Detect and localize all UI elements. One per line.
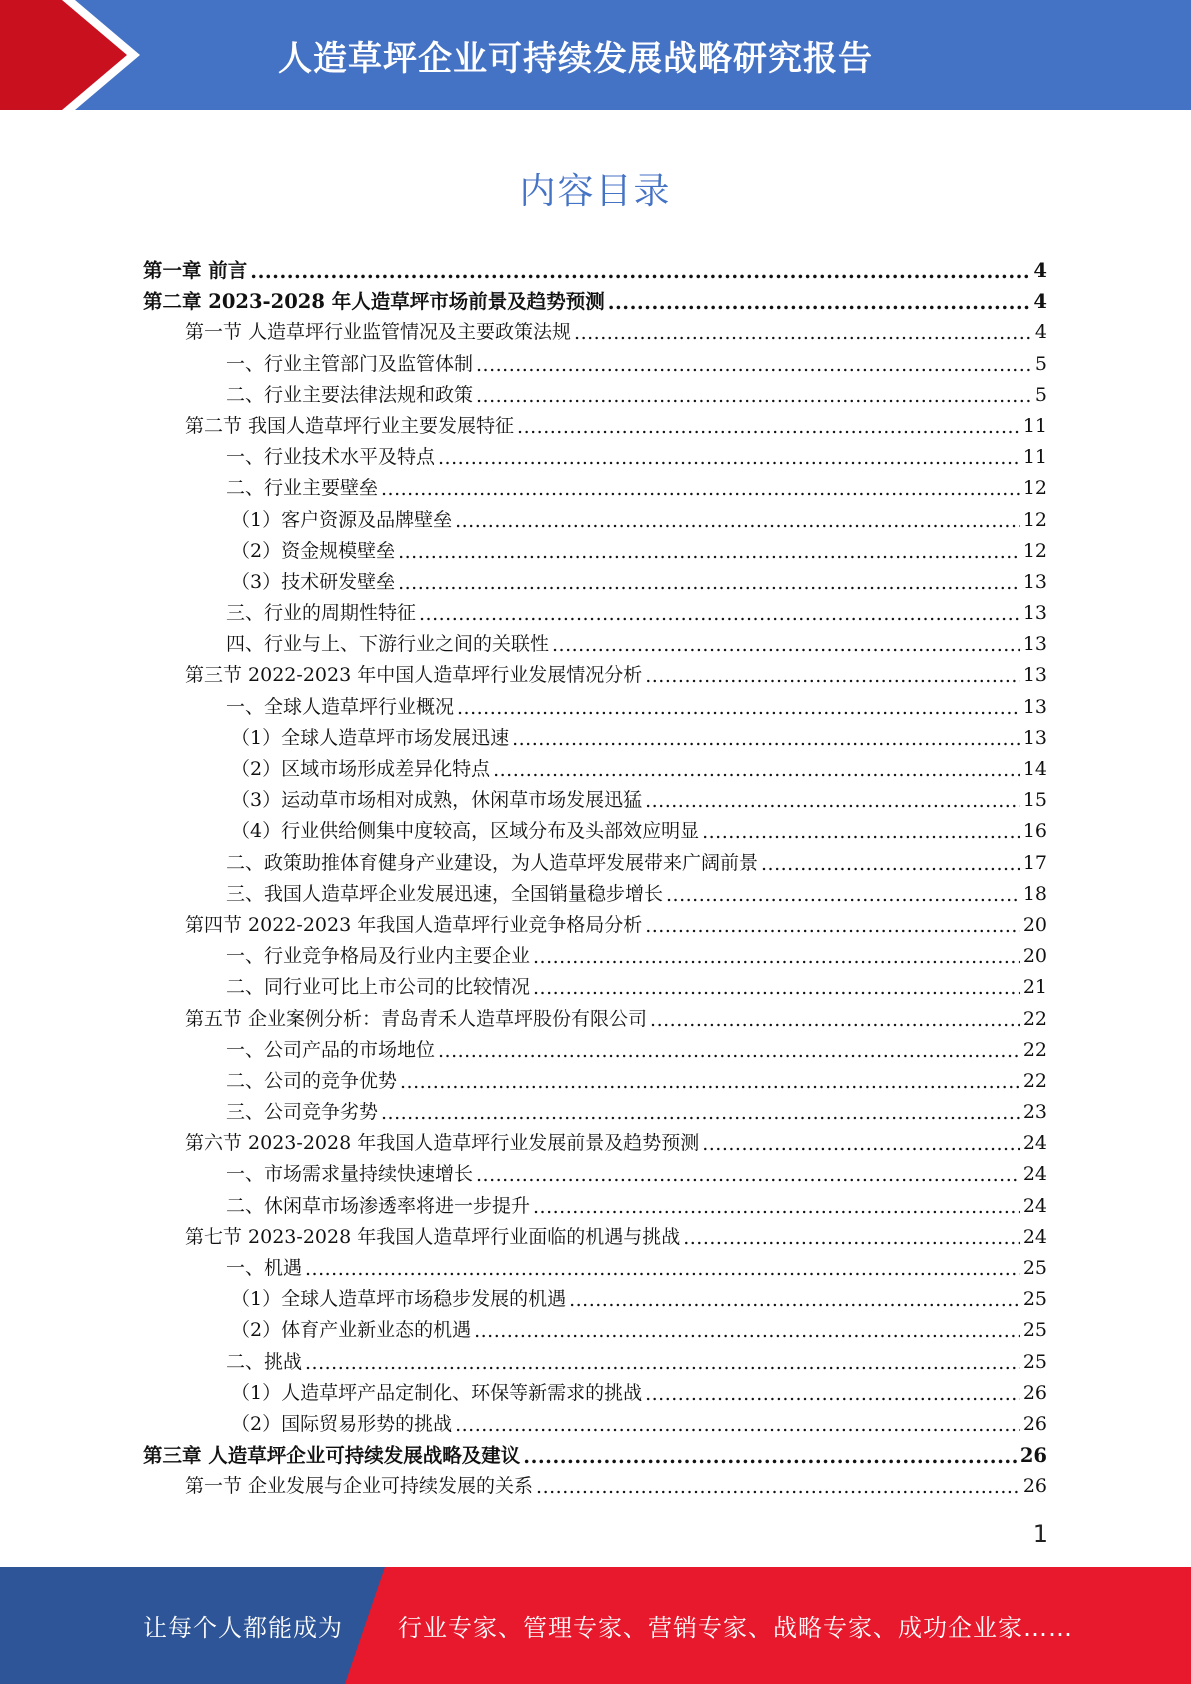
toc-dot-leader (523, 1441, 1017, 1472)
toc-entry[interactable] (143, 910, 1047, 941)
toc-entry[interactable] (143, 879, 1047, 910)
toc-entry-title: 一、行业主管部门及监管体制 (226, 352, 474, 375)
toc-entry-title: （3）技术研发壁垒 (231, 570, 396, 593)
toc-entry-page: 11 (1022, 446, 1047, 469)
toc-entry[interactable] (143, 598, 1047, 629)
toc-dot-leader (533, 942, 1020, 973)
toc-entry-title: 第四节 2022-2023 年我国人造草坪行业竞争格局分析 (185, 913, 643, 936)
toc-dot-leader (574, 318, 1032, 349)
toc-entry-page: 25 (1022, 1319, 1047, 1342)
toc-entry[interactable] (143, 1066, 1047, 1097)
toc-entry-page: 26 (1019, 1444, 1047, 1468)
toc-entry[interactable] (143, 692, 1047, 723)
footer-slogan-right: 行业专家、管理专家、营销专家、战略专家、成功企业家…… (398, 1614, 1073, 1642)
toc-entry-page: 11 (1022, 414, 1047, 437)
toc-entry[interactable] (143, 536, 1047, 567)
toc-entry-title: 第五节 企业案例分析：青岛青禾人造草坪股份有限公司 (185, 1007, 648, 1030)
toc-entry[interactable] (143, 816, 1047, 847)
toc-entry-title: 一、全球人造草坪行业概况 (226, 695, 455, 718)
toc-dot-leader (666, 880, 1020, 911)
toc-entry[interactable] (143, 1222, 1047, 1253)
toc-heading: 内容目录 (519, 171, 672, 212)
toc-entry-title: 二、公司的竞争优势 (226, 1069, 398, 1092)
toc-entry-page: 21 (1022, 976, 1047, 999)
toc-entry[interactable] (143, 1159, 1047, 1190)
toc-entry-title: （2）资金规模壁垒 (231, 539, 396, 562)
toc-dot-leader (476, 1160, 1020, 1191)
toc-entry[interactable] (143, 286, 1047, 317)
toc-entry-title: （1）全球人造草坪市场稳步发展的机遇 (231, 1288, 567, 1311)
toc-entry-page: 24 (1022, 1225, 1047, 1248)
toc-entry-page: 17 (1022, 851, 1047, 874)
toc-entry-page: 25 (1022, 1350, 1047, 1373)
toc-entry-page: 20 (1022, 945, 1047, 968)
toc-dot-leader (683, 1223, 1020, 1254)
toc-entry-title: （1）人造草坪产品定制化、环保等新需求的挑战 (231, 1381, 643, 1404)
toc-entry-page: 4 (1033, 290, 1047, 314)
toc-entry-title: 第七节 2023-2028 年我国人造草坪行业面临的机遇与挑战 (185, 1225, 681, 1248)
toc-entry-page: 25 (1022, 1288, 1047, 1311)
toc-entry-title: （2）区域市场形成差异化特点 (231, 758, 491, 780)
toc-dot-leader (438, 1036, 1020, 1067)
toc-entry-title: 三、行业的周期性特征 (226, 602, 417, 625)
toc-entry[interactable] (143, 1471, 1047, 1502)
toc-entry-title: 第一章 前言 (143, 259, 248, 282)
toc-entry[interactable] (143, 1284, 1047, 1315)
toc-dot-leader (381, 1098, 1020, 1129)
toc-dot-leader (381, 474, 1020, 505)
toc-dot-leader (533, 973, 1020, 1004)
toc-entry-page: 24 (1022, 1132, 1047, 1155)
toc-entry-title: 一、机遇 (226, 1257, 303, 1279)
toc-entry[interactable] (143, 1004, 1047, 1035)
toc-entry-page: 5 (1034, 352, 1047, 375)
toc-dot-leader (493, 755, 1020, 786)
toc-entry[interactable] (143, 411, 1047, 442)
toc-dot-leader (457, 693, 1020, 724)
toc-entry[interactable] (143, 349, 1047, 380)
toc-entry-page: 12 (1022, 477, 1047, 500)
toc-entry-title: （1）全球人造草坪市场发展迅速 (231, 726, 510, 749)
toc-entry[interactable] (143, 941, 1047, 972)
toc-entry[interactable] (143, 1097, 1047, 1128)
toc-dot-leader (398, 537, 1020, 568)
toc-entry[interactable] (143, 505, 1047, 536)
toc-entry-title: 第二节 我国人造草坪行业主要发展特征 (185, 414, 515, 437)
toc-entry[interactable] (143, 442, 1047, 473)
toc-entry-page: 23 (1022, 1101, 1047, 1124)
toc-dot-leader (455, 1410, 1020, 1441)
toc-entry-title: 一、行业技术水平及特点 (226, 446, 436, 469)
toc-entry[interactable] (143, 1191, 1047, 1222)
toc-entry[interactable] (143, 848, 1047, 879)
toc-dot-leader (761, 849, 1020, 880)
toc-entry[interactable] (143, 1347, 1047, 1378)
toc-entry[interactable] (143, 1409, 1047, 1440)
toc-entry[interactable] (143, 660, 1047, 691)
toc-entry-page: 20 (1022, 913, 1047, 936)
toc-dot-leader (552, 630, 1020, 661)
toc-entry[interactable] (143, 629, 1047, 660)
toc-entry-title: 三、公司竞争劣势 (226, 1101, 379, 1124)
toc-dot-leader (398, 568, 1020, 599)
toc-entry-page: 26 (1022, 1412, 1047, 1435)
toc-entry[interactable] (143, 567, 1047, 598)
toc-entry[interactable] (143, 1128, 1047, 1159)
page-number: 1 (1032, 1520, 1048, 1548)
toc-dot-leader (512, 724, 1020, 755)
toc-dot-leader (650, 1005, 1020, 1036)
toc-entry-page: 26 (1022, 1381, 1047, 1404)
toc-entry-title: 二、行业主要壁垒 (226, 477, 379, 500)
table-of-contents (143, 255, 1047, 1503)
toc-entry-page: 26 (1022, 1475, 1047, 1498)
toc-entry-page: 5 (1034, 383, 1047, 406)
toc-dot-leader (455, 506, 1020, 537)
footer-slogan-left: 让每个人都能成为 (143, 1614, 343, 1642)
toc-entry-page: 24 (1022, 1194, 1047, 1217)
toc-entry-title: （2）体育产业新业态的机遇 (231, 1319, 472, 1342)
toc-entry[interactable] (143, 723, 1047, 754)
toc-entry-page: 24 (1022, 1163, 1047, 1186)
toc-entry-title: 二、行业主要法律法规和政策 (226, 383, 474, 406)
toc-dot-leader (476, 381, 1032, 412)
toc-entry[interactable] (143, 972, 1047, 1003)
toc-dot-leader (438, 443, 1020, 474)
toc-entry[interactable] (143, 1315, 1047, 1346)
report-title: 人造草坪企业可持续发展战略研究报告 (278, 38, 873, 79)
toc-entry-title: 一、公司产品的市场地位 (226, 1038, 436, 1061)
toc-entry-page: 22 (1022, 1069, 1047, 1092)
toc-entry-title: 第三节 2022-2023 年中国人造草坪行业发展情况分析 (185, 664, 643, 687)
toc-dot-leader (569, 1285, 1020, 1316)
toc-entry-title: 二、同行业可比上市公司的比较情况 (226, 976, 531, 999)
toc-dot-leader (645, 911, 1020, 942)
toc-entry-title: 三、我国人造草坪企业发展迅速，全国销量稳步增长 (226, 882, 664, 905)
header-banner (0, 0, 1191, 110)
toc-entry-page: 4 (1034, 321, 1047, 344)
toc-dot-leader (476, 350, 1032, 381)
toc-dot-leader (608, 287, 1031, 318)
toc-entry-title: 四、行业与上、下游行业之间的关联性 (226, 633, 550, 656)
toc-entry-page: 25 (1022, 1257, 1047, 1279)
toc-entry[interactable] (143, 1253, 1047, 1284)
toc-dot-leader (474, 1316, 1020, 1347)
toc-entry-title: 第三章 人造草坪企业可持续发展战略及建议 (143, 1444, 521, 1468)
toc-dot-leader (645, 661, 1020, 692)
toc-dot-leader (419, 599, 1020, 630)
toc-dot-leader (400, 1067, 1020, 1098)
toc-dot-leader (305, 1348, 1020, 1379)
toc-entry-page: 12 (1022, 508, 1047, 531)
toc-entry[interactable] (143, 1440, 1047, 1471)
toc-entry-page: 22 (1022, 1038, 1047, 1061)
toc-entry-title: （4）行业供给侧集中度较高，区域分布及头部效应明显 (231, 820, 700, 843)
toc-entry-page: 16 (1022, 820, 1047, 843)
toc-entry-page: 22 (1022, 1007, 1047, 1030)
toc-entry-title: 二、政策助推体育健身产业建设，为人造草坪发展带来广阔前景 (226, 851, 759, 874)
toc-entry-title: 第一节 企业发展与企业可持续发展的关系 (185, 1475, 534, 1498)
toc-entry-page: 18 (1022, 882, 1047, 905)
toc-dot-leader (533, 1192, 1020, 1223)
toc-entry-title: 一、市场需求量持续快速增长 (226, 1163, 474, 1186)
toc-entry[interactable] (143, 473, 1047, 504)
toc-entry-title: 第一节 人造草坪行业监管情况及主要政策法规 (185, 321, 572, 344)
toc-entry-title: 一、行业竞争格局及行业内主要企业 (226, 945, 531, 968)
toc-entry-title: （3）运动草市场相对成熟，休闲草市场发展迅猛 (231, 789, 643, 812)
toc-dot-leader (250, 256, 1030, 287)
toc-entry-page: 13 (1022, 570, 1047, 593)
toc-entry[interactable] (143, 255, 1047, 286)
footer-banner (0, 1567, 1191, 1684)
toc-entry[interactable] (143, 754, 1047, 785)
toc-entry-title: （1）客户资源及品牌壁垒 (231, 508, 453, 531)
toc-entry[interactable] (143, 1035, 1047, 1066)
toc-dot-leader (536, 1472, 1020, 1503)
toc-entry-title: 二、休闲草市场渗透率将进一步提升 (226, 1194, 531, 1217)
toc-entry-page: 12 (1022, 539, 1047, 562)
toc-entry-page: 13 (1022, 695, 1047, 718)
toc-dot-leader (517, 412, 1020, 443)
toc-entry-title: 第六节 2023-2028 年我国人造草坪行业发展前景及趋势预测 (185, 1132, 700, 1155)
toc-dot-leader (702, 817, 1020, 848)
toc-entry-page: 15 (1022, 789, 1047, 812)
toc-entry-title: 二、挑战 (226, 1350, 303, 1373)
toc-entry-page: 13 (1022, 602, 1047, 625)
toc-entry[interactable] (143, 1378, 1047, 1409)
toc-entry-page: 13 (1022, 633, 1047, 656)
toc-entry-page: 13 (1022, 664, 1047, 687)
toc-entry[interactable] (143, 785, 1047, 816)
toc-dot-leader (645, 786, 1020, 817)
toc-entry-page: 14 (1022, 758, 1047, 780)
toc-dot-leader (702, 1129, 1020, 1160)
toc-dot-leader (305, 1254, 1020, 1285)
toc-entry[interactable] (143, 317, 1047, 348)
toc-entry[interactable] (143, 380, 1047, 411)
toc-entry-page: 4 (1033, 259, 1047, 282)
toc-entry-title: （2）国际贸易形势的挑战 (231, 1412, 453, 1435)
toc-entry-title: 第二章 2023-2028 年人造草坪市场前景及趋势预测 (143, 290, 605, 314)
toc-entry-page: 13 (1022, 726, 1047, 749)
toc-dot-leader (645, 1379, 1020, 1410)
